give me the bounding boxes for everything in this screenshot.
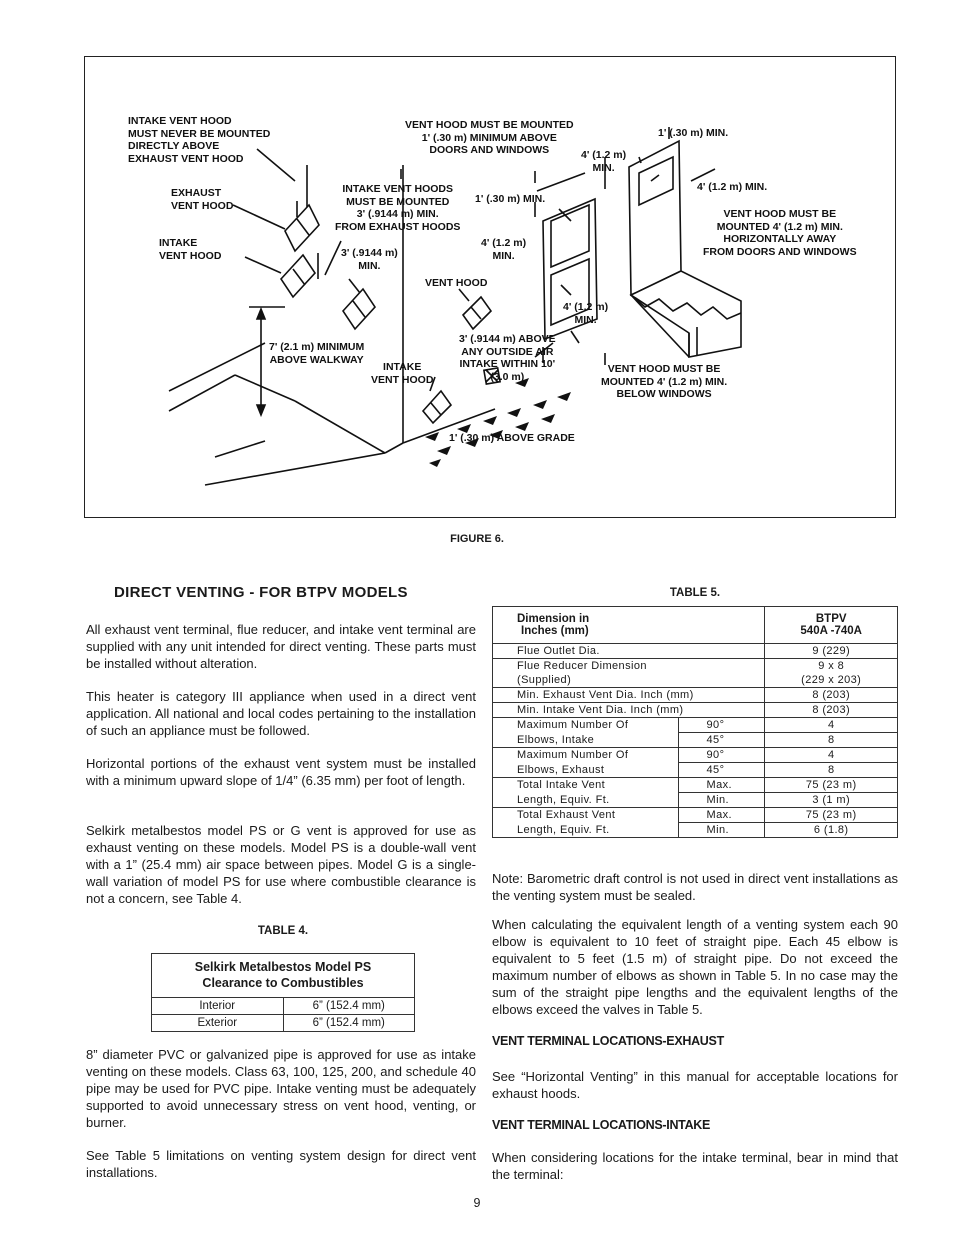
table-4-header-line-2: Clearance to Combustibles xyxy=(202,976,364,990)
callout-3ft-above-air-intake: 3' (.9144 m) ABOVE ANY OUTSIDE AIR INTAKE WITHIN 10' (3.0 m) xyxy=(459,333,556,383)
table-5-sublabel: Min. xyxy=(678,823,765,838)
table-5-value: 75 (23 m) xyxy=(765,778,898,793)
page-number: 9 xyxy=(473,1196,481,1210)
table-4-value-exterior: 6” (152.4 mm) xyxy=(283,1015,415,1032)
callout-1ft-above-doors: VENT HOOD MUST BE MOUNTED 1' (.30 m) MINIMUM ABOVE DOORS AND WINDOWS xyxy=(405,119,574,156)
table-5-value: (229 x 203) xyxy=(765,673,898,688)
paragraph-barometric-note: Note: Barometric draft control is not used in direct vent installations as the venting system must be sealed. xyxy=(492,871,898,903)
table-5-sublabel: 45° xyxy=(678,763,765,778)
table-row xyxy=(493,808,898,823)
table-5-sublabel: 90° xyxy=(678,718,765,733)
table-5-label: Min. Intake Vent Dia. Inch (mm) xyxy=(493,703,765,718)
table-5-title: TABLE 5. xyxy=(669,587,721,599)
callout-exhaust-vent-hood: EXHAUST VENT HOOD xyxy=(171,187,234,212)
table-5-label: Length, Equiv. Ft. xyxy=(493,823,679,838)
table-5-label: Flue Reducer Dimension xyxy=(493,659,765,674)
table-5-value: 4 xyxy=(765,718,898,733)
table-row xyxy=(493,688,898,703)
table-row xyxy=(493,659,898,674)
table-5-value: 6 (1.8) xyxy=(765,823,898,838)
table-5-label: Length, Equiv. Ft. xyxy=(493,793,679,808)
table-5-value: 8 xyxy=(765,763,898,778)
callout-4ft-min-door: 4' (1.2 m) MIN. xyxy=(697,181,768,193)
heading-intake-locations: VENT TERMINAL LOCATIONS-INTAKE xyxy=(492,1118,711,1132)
table-5-sublabel: Max. xyxy=(678,778,765,793)
callout-4ft-below-windows: VENT HOOD MUST BE MOUNTED 4' (1.2 m) MIN. BELOW WINDOWS xyxy=(601,363,728,400)
table-4-header xyxy=(152,954,415,998)
table-row xyxy=(493,778,898,793)
table-4-title: TABLE 4. xyxy=(257,925,309,937)
table-4-value-interior: 6” (152.4 mm) xyxy=(283,998,415,1015)
paragraph-horizontal-slope: Horizontal portions of the exhaust vent system must be installed with a minimum upward slope of 1/4” (6.35 mm) per foot of length. xyxy=(86,756,476,788)
table-5-header-dimension xyxy=(493,607,765,644)
table-5-value: 9 (229) xyxy=(765,644,898,659)
table-4-label-interior: Interior xyxy=(152,998,284,1015)
table-5-value: 3 (1 m) xyxy=(765,793,898,808)
table-5-label: Flue Outlet Dia. xyxy=(493,644,765,659)
callout-4ft-min-lower: 4' (1.2 m) MIN. xyxy=(563,301,609,326)
table-row xyxy=(493,718,898,733)
callout-intake-3ft-from-exhaust: INTAKE VENT HOODS MUST BE MOUNTED 3' (.9144 m) MIN. FROM EXHAUST HOODS xyxy=(335,183,461,233)
table-5-label: Total Intake Vent xyxy=(493,778,679,793)
table-5-value: 8 (203) xyxy=(765,688,898,703)
callout-intake-vent-hood: INTAKE VENT HOOD xyxy=(159,237,222,262)
table-5 xyxy=(492,606,898,838)
table-5-sublabel: 45° xyxy=(678,733,765,748)
table-row xyxy=(493,748,898,763)
table-5-label: Elbows, Intake xyxy=(493,733,679,748)
table-5-label: Total Exhaust Vent xyxy=(493,808,679,823)
table-5-value: 9 x 8 xyxy=(765,659,898,674)
paragraph-intake-pipe: 8” diameter PVC or galvanized pipe is approved for use as intake venting on these models. Class 63, 100, 125, 200, and schedule 40 pipe may be used for PVC pipe. Intake venting must be adequately supported to avoid unnecessary stress on vent hood, venting, or burner. xyxy=(86,1047,476,1130)
table-5-header-model-line-1: BTPV xyxy=(815,613,847,625)
table-4-label-exterior: Exterior xyxy=(152,1015,284,1032)
callout-4ft-min-top: 4' (1.2 m) MIN. xyxy=(581,149,627,174)
figure-caption: FIGURE 6. xyxy=(450,533,504,545)
table-row xyxy=(493,673,898,688)
callout-intake-vent-hood-lower: INTAKE VENT HOOD xyxy=(371,361,434,386)
table-row xyxy=(493,733,898,748)
table-5-value: 8 (203) xyxy=(765,703,898,718)
callout-1ft-min-top: 1' (.30 m) MIN. xyxy=(658,127,729,139)
callout-7ft-walkway: 7' (2.1 m) MINIMUM ABOVE WALKWAY xyxy=(269,341,365,366)
table-5-label: Maximum Number Of xyxy=(493,748,679,763)
table-row xyxy=(493,823,898,838)
table-5-label: Elbows, Exhaust xyxy=(493,763,679,778)
paragraph-intake-locations: When considering locations for the intake terminal, bear in mind that the terminal: xyxy=(492,1150,898,1182)
paragraph-equivalent-length: When calculating the equivalent length of a venting system each 90 elbow is equivalent to 10 feet of straight pipe. Each 45 elbow is equivalent to 5 feet (1.5 m) of straight pipe. Do not exceed the maximum number of elbows as shown in Table 5. In no case may the sum of the straight pipe lengths and the equivalent lengths of the elbows exceed the valves in Table 5. xyxy=(492,917,898,1017)
callout-3ft-min: 3' (.9144 m) MIN. xyxy=(341,247,398,272)
callout-4ft-horizontal: VENT HOOD MUST BE MOUNTED 4' (1.2 m) MIN. HORIZONTALLY AWAY FROM DOORS AND WINDOWS xyxy=(703,208,857,258)
table-4-header-line-1: Selkirk Metalbestos Model PS xyxy=(194,960,372,974)
table-5-value: 4 xyxy=(765,748,898,763)
figure-6-frame xyxy=(84,56,896,518)
paragraph-selkirk-vent: Selkirk metalbestos model PS or G vent is approved for use as exhaust venting on these models. Model PS is a double-wall vent with a 1” (25.4 mm) air space between pipes. Model G is a single-wall variation of model PS for use where combustible clearance is not a concern, see Table 4. xyxy=(86,823,476,906)
paragraph-supplied-parts: All exhaust vent terminal, flue reducer, and intake vent terminal are supplied with any unit intended for direct venting. These parts must be installed without alteration. xyxy=(86,622,476,671)
table-row xyxy=(152,1015,415,1032)
paragraph-category-iii: This heater is category III appliance when used in a direct vent application. All national and local codes pertaining to the installation of such an appliance must be followed. xyxy=(86,689,476,738)
table-5-label: (Supplied) xyxy=(493,673,765,688)
table-row xyxy=(493,793,898,808)
table-row xyxy=(493,644,898,659)
table-row xyxy=(493,763,898,778)
heading-exhaust-locations: VENT TERMINAL LOCATIONS-EXHAUST xyxy=(492,1034,724,1048)
table-4 xyxy=(151,953,415,1032)
table-5-header-model xyxy=(765,607,898,644)
table-5-sublabel: Min. xyxy=(678,793,765,808)
table-5-header-dim-line-1: Dimension in xyxy=(517,613,590,625)
table-5-label: Maximum Number Of xyxy=(493,718,679,733)
paragraph-exhaust-locations: See “Horizontal Venting” in this manual for acceptable locations for exhaust hoods. xyxy=(492,1069,898,1101)
table-5-header-dim-line-2: Inches (mm) xyxy=(521,625,589,637)
table-row xyxy=(493,703,898,718)
callout-4ft-min-window: 4' (1.2 m) MIN. xyxy=(481,237,527,262)
table-5-header-model-line-2: 540A -740A xyxy=(800,625,862,637)
table-5-label: Min. Exhaust Vent Dia. Inch (mm) xyxy=(493,688,765,703)
callout-1ft-above-grade: 1' (.30 m) ABOVE GRADE xyxy=(449,432,575,444)
table-row xyxy=(152,998,415,1015)
callout-1ft-min-window: 1' (.30 m) MIN. xyxy=(475,193,546,205)
table-5-sublabel: Max. xyxy=(678,808,765,823)
table-5-sublabel: 90° xyxy=(678,748,765,763)
table-5-value: 75 (23 m) xyxy=(765,808,898,823)
table-5-value: 8 xyxy=(765,733,898,748)
callout-intake-never-above: INTAKE VENT HOOD MUST NEVER BE MOUNTED DIRECTLY ABOVE EXHAUST VENT HOOD xyxy=(128,115,271,165)
callout-vent-hood: VENT HOOD xyxy=(425,277,488,289)
section-title: DIRECT VENTING - FOR BTPV MODELS xyxy=(114,584,408,601)
paragraph-see-table-5: See Table 5 limitations on venting system design for direct vent installations. xyxy=(86,1148,476,1180)
